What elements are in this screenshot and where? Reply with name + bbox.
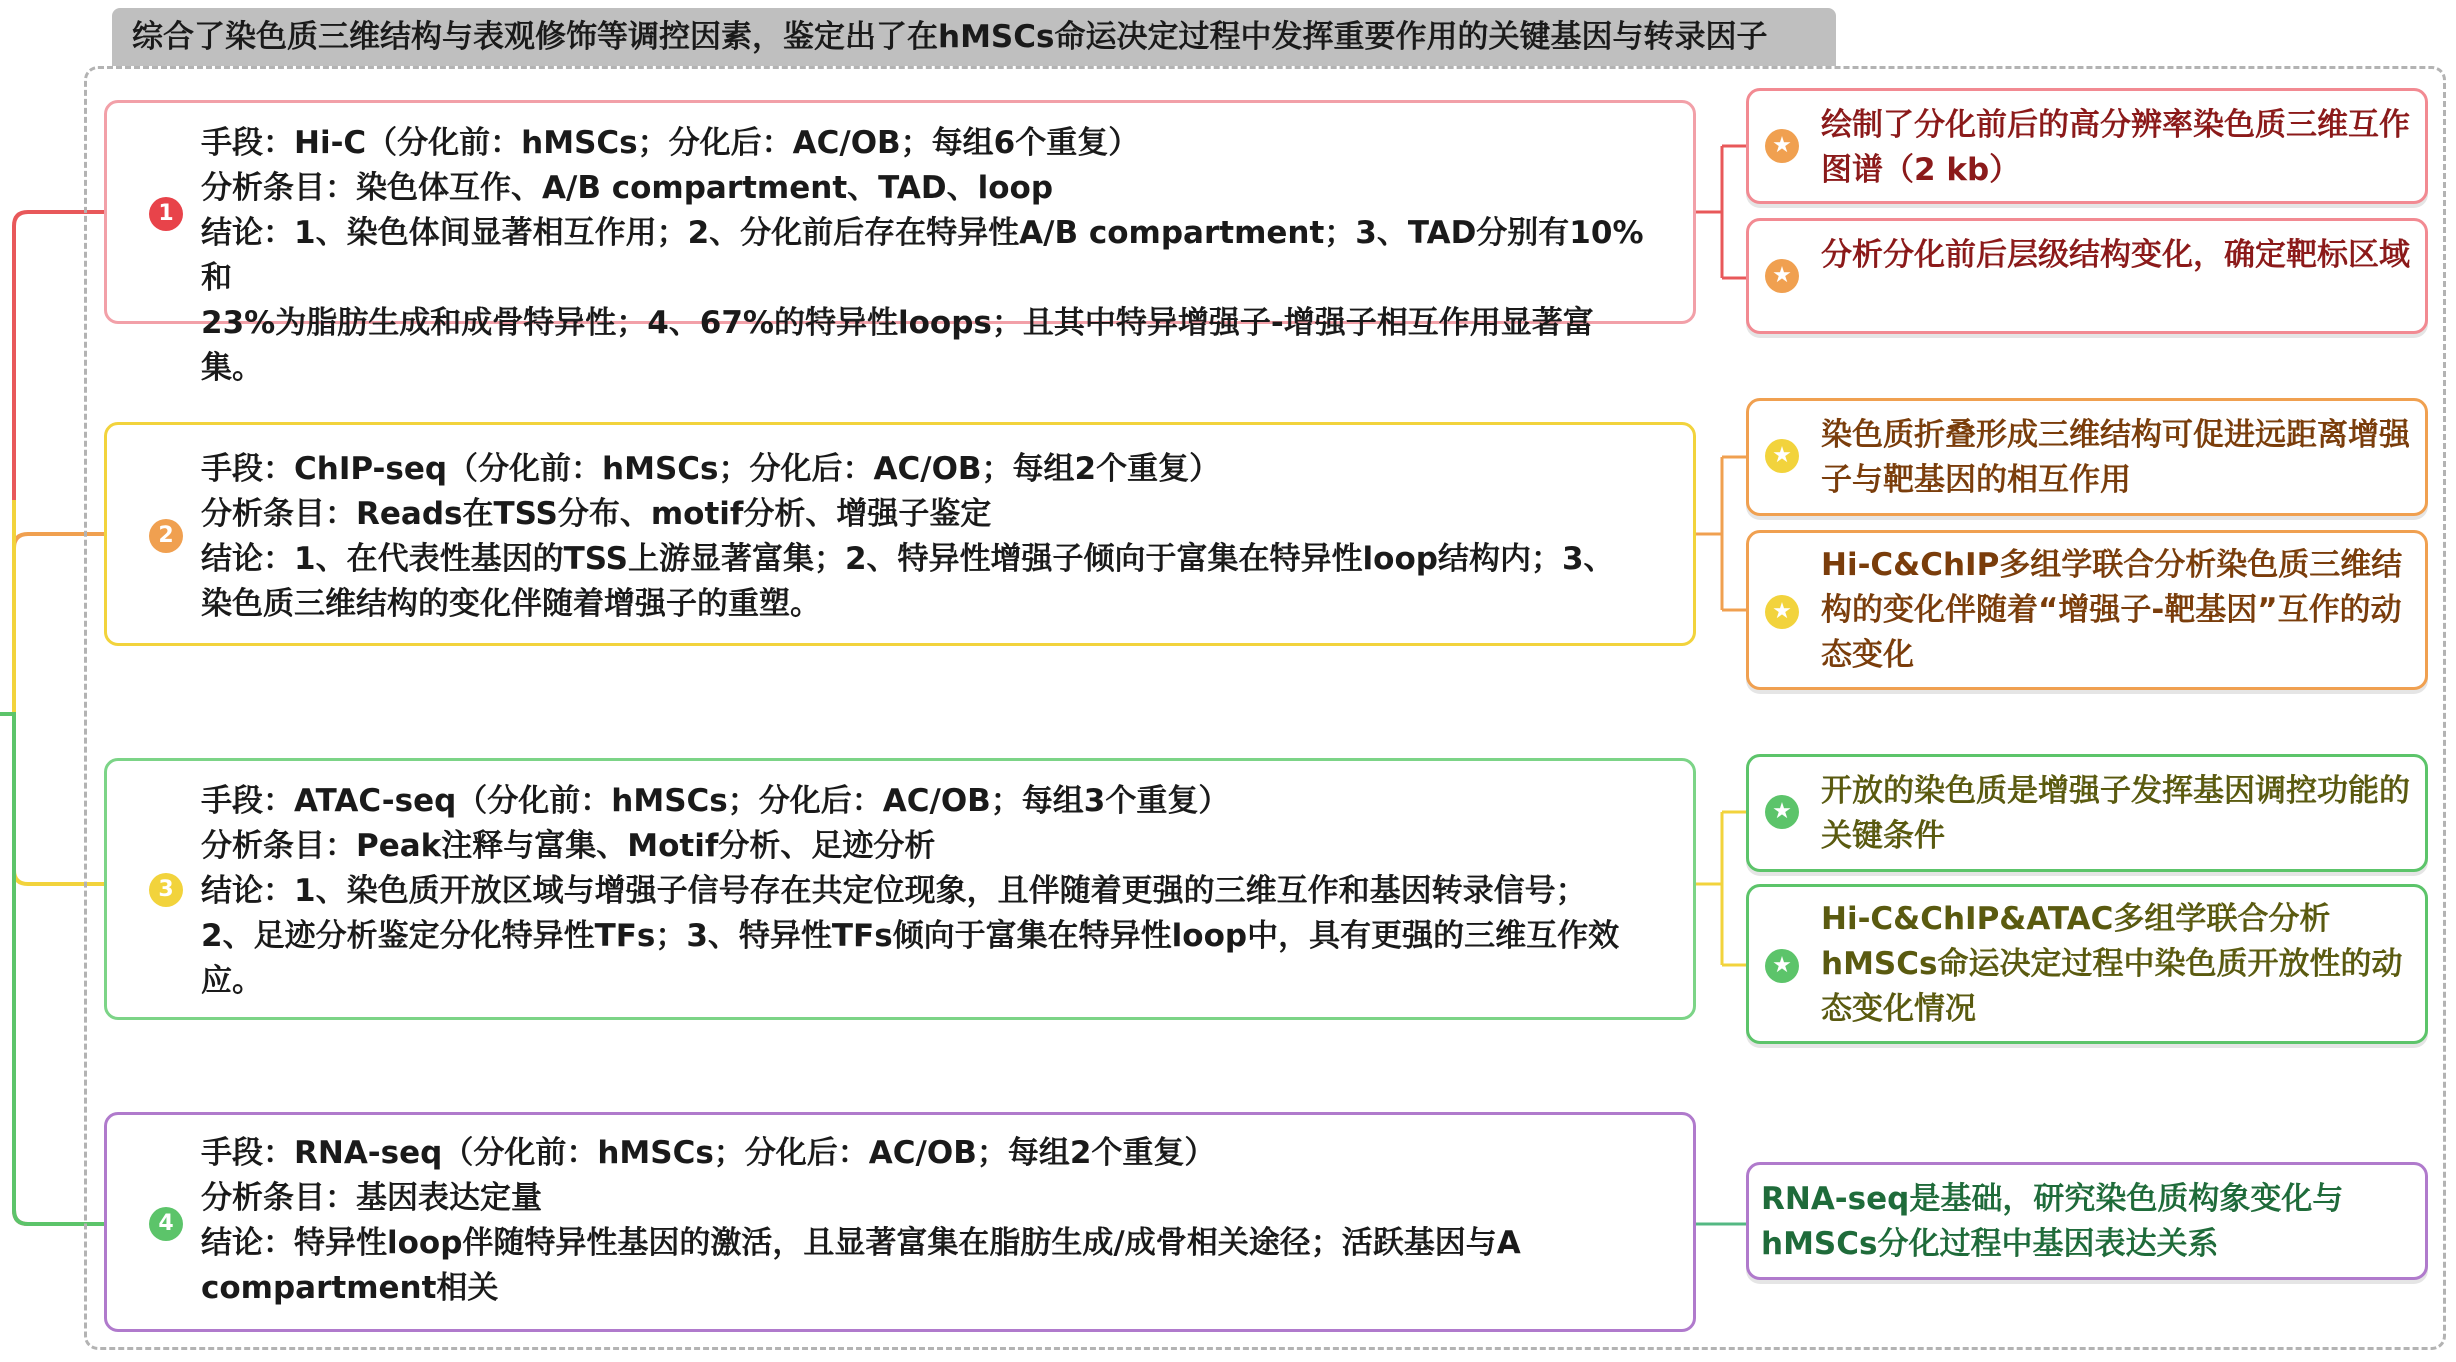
number-badge-4: 4 [149, 1207, 183, 1241]
finding-box-2b [1746, 530, 2428, 690]
conclusion-line: 23%为脂肪生成和成骨特异性；4、67%的特异性loops；且其中特异增强子-增强子相互作用显著富集。 [201, 305, 1594, 386]
analysis-line: 分析条目：Reads在TSS分布、motif分析、增强子鉴定 [201, 496, 992, 532]
method-box-hic [104, 100, 1696, 386]
analysis-line: 分析条目：染色体互作、A/B compartment、TAD、loop [201, 170, 1054, 206]
finding-box-1a [1746, 88, 2428, 204]
finding-box-4 [1746, 1162, 2428, 1280]
finding-text: 开放的染色质是增强子发挥基因调控功能的关键条件 [1821, 773, 2410, 854]
method-line: 手段：Hi-C（分化前：hMSCs；分化后：AC/OB；每组6个重复） [201, 125, 1140, 161]
finding-text: 分析分化前后层级结构变化，确定靶标区域 [1821, 237, 2410, 273]
method-box-atac [104, 758, 1696, 1020]
finding-box-3b [1746, 884, 2428, 1044]
conclusion-line: 结论：1、染色体间显著相互作用；2、分化前后存在特异性A/B compartment；3、TAD分别有10%和 [201, 215, 1644, 296]
conclusion-line: 2、足迹分析鉴定分化特异性TFs；3、特异性TFs倾向于富集在特异性loop中，具有更强的三维互作效 [201, 918, 1620, 954]
number-badge-2: 2 [149, 519, 183, 553]
diagram-title: 综合了染色质三维结构与表观修饰等调控因素，鉴定出了在hMSCs命运决定过程中发挥重要作用的关键基因与转录因子 [112, 8, 1836, 66]
analysis-line: 分析条目：基因表达定量 [201, 1180, 542, 1216]
conclusion-line: 结论：1、染色质开放区域与增强子信号存在共定位现象，且伴随着更强的三维互作和基因转录信号； [201, 873, 1587, 909]
conclusion-line: 应。 [201, 963, 263, 999]
method-line: 手段：RNA-seq（分化前：hMSCs；分化后：AC/OB；每组2个重复） [201, 1135, 1216, 1171]
finding-text: 染色质折叠形成三维结构可促进远距离增强子与靶基因的相互作用 [1821, 417, 2410, 498]
finding-text: RNA-seq是基础，研究染色质构象变化与hMSCs分化过程中基因表达关系 [1761, 1181, 2344, 1262]
finding-box-3a [1746, 754, 2428, 872]
star-icon: ★ [1765, 795, 1799, 829]
finding-text: Hi-C&ChIP&ATAC多组学联合分析hMSCs命运决定过程中染色质开放性的动态变化情况 [1821, 901, 2403, 1027]
finding-box-1b [1746, 218, 2428, 334]
finding-text: 绘制了分化前后的高分辨率染色质三维互作图谱（2 kb） [1821, 107, 2410, 188]
method-box-chip [104, 422, 1696, 646]
conclusion-line: 染色质三维结构的变化伴随着增强子的重塑。 [201, 586, 821, 622]
finding-text: Hi-C&ChIP多组学联合分析染色质三维结构的变化伴随着“增强子-靶基因”互作的动态变化 [1821, 547, 2403, 673]
star-icon: ★ [1765, 129, 1799, 163]
analysis-line: 分析条目：Peak注释与富集、Motif分析、足迹分析 [201, 828, 936, 864]
number-badge-1: 1 [149, 197, 183, 231]
method-line: 手段：ATAC-seq（分化前：hMSCs；分化后：AC/OB；每组3个重复） [201, 783, 1230, 819]
conclusion-line: 结论：1、在代表性基因的TSS上游显著富集；2、特异性增强子倾向于富集在特异性loop结构内；3、 [201, 541, 1615, 577]
star-icon: ★ [1765, 949, 1799, 983]
star-icon: ★ [1765, 595, 1799, 629]
number-badge-3: 3 [149, 873, 183, 907]
conclusion-line: compartment相关 [201, 1270, 499, 1306]
finding-box-2a [1746, 398, 2428, 516]
method-line: 手段：ChIP-seq（分化前：hMSCs；分化后：AC/OB；每组2个重复） [201, 451, 1221, 487]
star-icon: ★ [1765, 439, 1799, 473]
method-box-rnaseq [104, 1112, 1696, 1332]
conclusion-line: 结论：特异性loop伴随特异性基因的激活，且显著富集在脂肪生成/成骨相关途径；活跃基因与A [201, 1225, 1521, 1261]
star-icon: ★ [1765, 259, 1799, 293]
